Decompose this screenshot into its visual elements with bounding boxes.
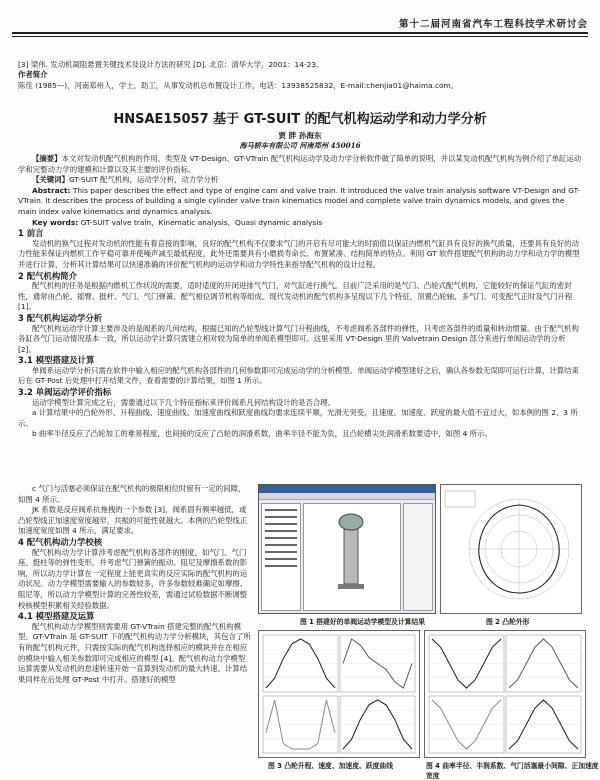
section-3-2-item-b: b 曲率半径反应了凸轮加工的难易程度，也间接的反应了凸轮的润滑系数，曲率半径不能为负，且凸轮横尖处润滑系数要适中，如图 4 所示。 [32,429,492,439]
running-header: 第十二届河南省汽车工程科技学术研讨会 [12,16,588,34]
section-3-1-title: 3.1 模型搭建及计算 [18,355,95,366]
abstract-cn-text: 本文对发动机配气机构的作用、类型及 VT-Design、GT-VTrain 配气机构运动学及动力学分析软件做了简单的说明，并以某发动机配气机构为例介绍了单缸运动学和完整动力学的建模和计算以及其主要的评价指标。 [18,154,582,174]
author-bio [18,70,582,91]
fig1-cam [339,514,363,530]
abstract-en [18,186,582,218]
fig1-model-canvas [303,503,401,611]
keywords-en [18,218,582,229]
fig2-legend [445,491,475,507]
section-3-2-intro: 运动学模型计算完成之后，需要通过以下几个特征指标来评价阀系凡何结构设计的是否合理。 [32,397,336,407]
abstract-cn [18,154,582,175]
figure-3-caption: 图 3 凸轮升程、速度、加速度、跃度曲线 [268,762,394,770]
fig1-valve-stem [344,524,358,584]
section-3-2-item-c: c 气门与活塞必须保证在配气机构的极限相位时留有一定的间隙，如图 4 所示。 [18,484,246,504]
paper-affiliation: 海马轿车有限公司 河南郑州 450016 [239,141,361,150]
fig4-chart [425,631,585,757]
section-3-2-title: 3.2 单阀运动学评价指标 [18,387,112,398]
left-column [18,484,252,685]
bio-text: 陈佳 (1985—)，河南郑州人，学士，助工，从事发动机总布置设计工作，电话：13938525832，E-mail:chenjia01@haima.com。 [18,80,459,90]
section-4-text: 配气机构动力学计算涉考虑配气机构各部件的刚度，如气门、气门座、挺柱等的弹性变形，并考虑气门弹簧的振动、阻尼及摩擦系数的影响，所以动力学计算在一定程度上能更真实的反应实际的配气机构的运动状况。动力学模型需要输入的参数较多，许多参数较难确定如摩擦、阻尼等，所以动力学模型计算的完善性较差，需通过试验数据不断调整校核模型积累相关经验数据。 [18,547,248,610]
fig1-property-panel [403,503,433,611]
section-2-title: 2 配气机构简介 [18,270,77,281]
paper-body-top [18,154,582,440]
keywords-en-label: Key words: [32,217,79,227]
fig2-polar-plot [441,485,581,613]
section-3-2-item-d: JK 系数是反应阀系抗拖拽的一个参数 [3]，阀系固有频率越低，或凸轮型线正加速度宽度越窄，共振的可能性就越大。本例的凸轮型线正加速度宽度如图 4 所示，满足要求。 [18,505,248,536]
reference-entry: [3] 梁伟. 发动机凝阻悬置关键技术及设计方法的研究 [D]. 北京：清华大学，2001：14-23. [18,60,319,69]
paper-authors: 贾 胖 孙海东 [278,131,322,140]
figure-2-cam-profile [440,484,582,614]
fig3-chart [259,631,419,757]
section-4-1-text: 配气机构动力学模型则需要用 GT-VTrain 搭建完整的配气机构模型。GT-VTrain 是 GT-SUIT 下的配气机构动力学分析模块，其包含了所有的配气机构元件，只需按实际的配气机构选择相应的模块并在在相应的模块中输入相关参数即可完成相应的模型 [4]。配气机构动力学模型运算需要从发动机的怠速转速开始一直算到发动机的最大转速。计算结果同样在后处理 GT-Post 中打开。搭建好的模型 [18,621,251,684]
section-3-text: 配气机构运动学计算主要涉及的是阀系的几何结构，根据已知的凸轮型线计算气门升程曲线，不考虑阀系各部件的弹性，只考虑各部件的质量和转动惯量。由于配气机构各缸各气门运动情况基本一致，所以运动学计算只需建立相对较为简单的单阀系模型即可。这里采用 VT-Design 里的 Valvetrain Design 部分来进行单阀运动学的分析 [2]。 [18,323,579,354]
section-1-text: 发动机的换气过程对发动机的性能有着直接的影响，良好的配气机构不仅要求气门的开启有尽可能大的时面值以保证内燃机气缸具有良好的换气质量，还要具有良好的动力性能来保证内燃机工作平稳可靠并使噪声减至最低程度，此外还需要具有小磨损寿命长、布置紧凑、结构简单的特点。利用 GT 软件搭建配气机构的动力学和动力学的模型并进行计算，分析其计算结果可以快速准确的评价配气机构的运动学和动力学特性来指导配气机构的设计过程。 [18,238,580,269]
figure-3-lift-curves [258,630,420,758]
figure-1-caption: 图 1 搭建好的单阀运动学模型及计算结果 [300,618,426,626]
paper-title: HNSAE15057 基于 GT-SUIT 的配气机构运动学和动力学分析 [113,112,487,127]
section-1-title: 1 前言 [18,228,44,239]
section-3-title: 3 配气机构运动学分析 [18,312,103,323]
figure-1-software-screenshot [258,484,436,614]
figure-2-caption: 图 2 凸轮外形 [486,618,530,626]
abstract-cn-label: 【摘要】 [32,154,62,163]
abstract-en-text: This paper describes the effect and type of engine cam and valve train. It introduced the valve train analysis software VT-Design and GT-VTrain. It describes the process of building a single cylinder valve train kinematics model and complete valve train dynamics models, and gives the main index valve kinematics and dynamics analysis. [18,185,581,216]
keywords-en-text: GT-SUIT valve train，Kinematic analysis，Quasi dynamic analysis [80,217,323,227]
section-4-title: 4 配气机构动力学校核 [18,536,103,547]
fig1-valve-head [338,584,364,589]
abstract-en-label: Abstract: [32,185,71,195]
section-3-1-text: 单阀系运动学分析只需在软件中输入相应的配气机构各部件的几何参数即可完成运动学的分析模型。单阀运动学模型建好之后，确认各参数无误即可运行计算，计算结束后在 GT-Post 后处理中打开结果文件，查看需要的计算结果，如图 1 所示。 [18,365,579,386]
figure-4-caption: 图 4 曲率半径、丰润系数、气门活塞最小间隙、正加速度宽度 [426,762,599,780]
fig1-titlebar [259,485,435,493]
keywords-cn-text: GT-SUIT 配气机构，运动学分析，动力学分析 [68,175,219,185]
keywords-cn [18,175,582,186]
fig1-model-drawing [304,504,400,610]
section-2-text: 配气机构的任务是根据内燃机工作状况的需要，适时适度的开闭进排气气门，对气缸进行换气。目前广泛采用的是气门、凸轮式配气机构，它能较好的保证气缸的密封性，通常由凸轮、摇臂、挺杆、气门、气门弹簧、配气相位调节机构等组成。现代发动机的配气机构多呈现以下几个特征，顶置凸轮轴、多气门、可变配气正时及气门升程 [1]。 [18,281,573,312]
section-3-2-item-a: a 计算结果中的凸轮外形、升程曲线、速度曲线、加速度曲线和跃度曲线均要求连续平顺，光滑无突变，且速度、加速度、跃度的最大值不宜过大，如本例的图 2、3 所示。 [18,408,578,428]
fig1-tree-panel [261,503,301,611]
bio-label: 作者简介 [18,70,48,79]
section-4-1-title: 4.1 模型搭建及运算 [18,611,95,622]
keywords-cn-label: 【关键词】 [32,175,69,185]
figure-4-curvature-curves [424,630,586,758]
fig1-menubar [259,493,435,500]
